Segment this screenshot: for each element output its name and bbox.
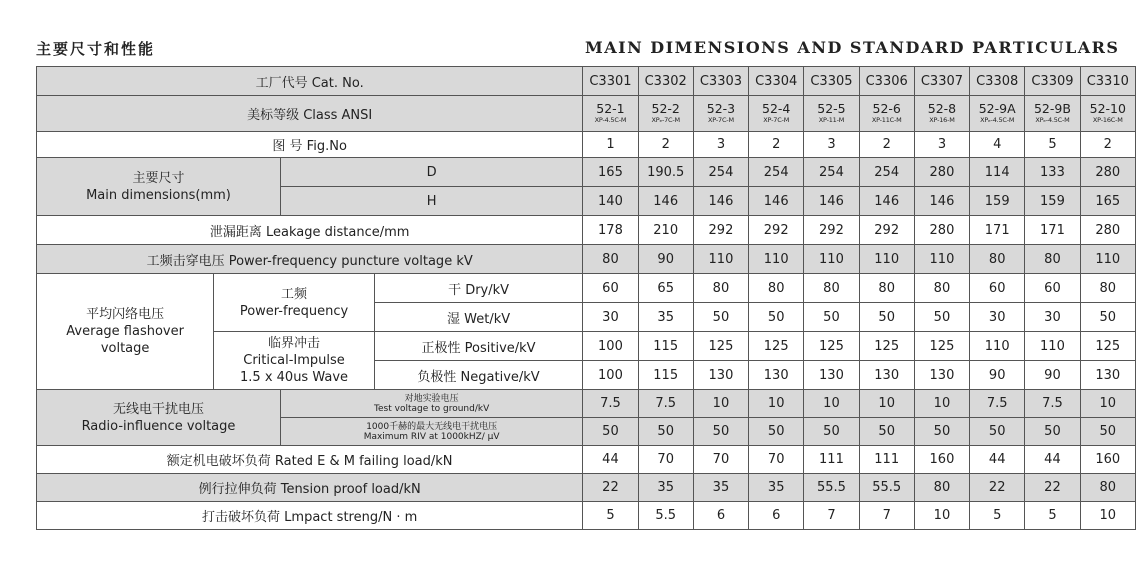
cell-leak-8: 171	[970, 216, 1025, 245]
label-cat-no: 工厂代号 Cat. No.	[37, 67, 583, 96]
cell-d-10: 280	[1080, 158, 1135, 187]
cell-fig-7: 3	[914, 132, 969, 158]
cell-impact-10: 10	[1080, 502, 1135, 530]
cell-fig-8: 4	[970, 132, 1025, 158]
label-h: H	[280, 187, 582, 216]
cell-punc-6: 110	[859, 245, 914, 274]
cell-dry-4: 80	[749, 274, 804, 303]
cell-d-5: 254	[804, 158, 859, 187]
label-average-flashover-en1: Average flashover	[66, 324, 184, 339]
cell-impact-4: 6	[749, 502, 804, 530]
ansi-class-value: 52-9A	[978, 101, 1016, 116]
ansi-class-value: 52-10	[1089, 101, 1126, 116]
cell-impact-2: 5.5	[638, 502, 693, 530]
cell-cat-3: C3303	[693, 67, 748, 96]
cell-impact-7: 10	[914, 502, 969, 530]
cell-wet-7: 50	[914, 303, 969, 332]
cell-rated-5: 111	[804, 446, 859, 474]
cell-wet-1: 30	[583, 303, 638, 332]
cell-impact-9: 5	[1025, 502, 1080, 530]
label-power-frequency-cn: 工频	[281, 286, 308, 302]
cell-riv-5: 50	[804, 418, 859, 446]
label-critical-impulse-en2: 1.5 x 40us Wave	[240, 370, 349, 385]
cell-pos-3: 125	[693, 332, 748, 361]
cell-cat-2: C3302	[638, 67, 693, 96]
title-chinese: 主要尺寸和性能	[36, 40, 156, 58]
cell-punc-9: 80	[1025, 245, 1080, 274]
cell-test-2: 7.5	[638, 390, 693, 418]
cell-dry-3: 80	[693, 274, 748, 303]
row-test-voltage	[37, 390, 1136, 418]
cell-pos-7: 125	[914, 332, 969, 361]
cell-rated-2: 70	[638, 446, 693, 474]
cell-punc-5: 110	[804, 245, 859, 274]
cell-tension-9: 22	[1025, 474, 1080, 502]
cell-tension-6: 55.5	[859, 474, 914, 502]
label-negative: 负极性 Negative/kV	[374, 361, 583, 390]
ansi-class-value: 52-1	[596, 101, 625, 116]
cell-neg-5: 130	[804, 361, 859, 390]
label-critical-impulse	[214, 332, 375, 390]
ansi-class-value: 52-6	[872, 101, 901, 116]
cell-dry-1: 60	[583, 274, 638, 303]
label-class-ansi: 美标等级 Class ANSI	[37, 96, 583, 132]
cell-dry-7: 80	[914, 274, 969, 303]
cell-ansi-8	[970, 96, 1025, 132]
cell-test-8: 7.5	[970, 390, 1025, 418]
ansi-class-value: 52-9B	[1033, 101, 1071, 116]
cell-pos-1: 100	[583, 332, 638, 361]
cell-neg-1: 100	[583, 361, 638, 390]
cell-riv-9: 50	[1025, 418, 1080, 446]
cell-test-6: 10	[859, 390, 914, 418]
cell-neg-10: 130	[1080, 361, 1135, 390]
cell-neg-6: 130	[859, 361, 914, 390]
cell-leak-6: 292	[859, 216, 914, 245]
label-main-dimensions-en: Main dimensions(mm)	[86, 187, 231, 203]
label-positive: 正极性 Positive/kV	[374, 332, 583, 361]
label-power-frequency-en: Power-frequency	[239, 303, 349, 319]
row-impact-strength	[37, 502, 1136, 530]
cell-h-7: 146	[914, 187, 969, 216]
label-d: D	[280, 158, 582, 187]
row-cat-no	[37, 67, 1136, 96]
label-average-flashover-en2: voltage	[100, 341, 150, 356]
cell-fig-6: 2	[859, 132, 914, 158]
cell-cat-8: C3308	[970, 67, 1025, 96]
cell-neg-7: 130	[914, 361, 969, 390]
cell-h-6: 146	[859, 187, 914, 216]
xp-code-value: XP-11-M	[818, 116, 845, 124]
specifications-table	[36, 66, 1136, 530]
cell-cat-1: C3301	[583, 67, 638, 96]
cell-neg-2: 115	[638, 361, 693, 390]
cell-leak-7: 280	[914, 216, 969, 245]
cell-test-5: 10	[804, 390, 859, 418]
label-test-voltage	[280, 390, 582, 418]
label-critical-impulse-cn: 临界冲击	[268, 336, 321, 351]
cell-dry-10: 80	[1080, 274, 1135, 303]
cell-h-3: 146	[693, 187, 748, 216]
cell-cat-6: C3306	[859, 67, 914, 96]
label-main-dimensions	[37, 158, 281, 216]
cell-ansi-3	[693, 96, 748, 132]
cell-d-4: 254	[749, 158, 804, 187]
ansi-class-value: 52-8	[927, 101, 957, 116]
ansi-class-value: 52-3	[706, 101, 736, 116]
xp-code-value: XP-4.5C-M	[594, 116, 627, 124]
ansi-class-value: 52-5	[817, 101, 846, 116]
cell-h-10: 165	[1080, 187, 1135, 216]
row-tension-proof	[37, 474, 1136, 502]
cell-fig-4: 2	[749, 132, 804, 158]
cell-leak-2: 210	[638, 216, 693, 245]
label-dry: 干 Dry/kV	[374, 274, 583, 303]
cell-rated-9: 44	[1025, 446, 1080, 474]
cell-ansi-4	[749, 96, 804, 132]
cell-riv-2: 50	[638, 418, 693, 446]
cell-d-1: 165	[583, 158, 638, 187]
cell-tension-3: 35	[693, 474, 748, 502]
cell-tension-7: 80	[914, 474, 969, 502]
cell-d-9: 133	[1025, 158, 1080, 187]
cell-d-6: 254	[859, 158, 914, 187]
cell-wet-9: 30	[1025, 303, 1080, 332]
cell-pos-8: 110	[970, 332, 1025, 361]
cell-cat-7: C3307	[914, 67, 969, 96]
cell-punc-8: 80	[970, 245, 1025, 274]
cell-rated-7: 160	[914, 446, 969, 474]
cell-ansi-5	[804, 96, 859, 132]
cell-d-3: 254	[693, 158, 748, 187]
cell-punc-4: 110	[749, 245, 804, 274]
cell-h-8: 159	[970, 187, 1025, 216]
cell-fig-5: 3	[804, 132, 859, 158]
cell-pos-6: 125	[859, 332, 914, 361]
cell-ansi-9	[1025, 96, 1080, 132]
label-average-flashover	[37, 274, 214, 390]
cell-neg-4: 130	[749, 361, 804, 390]
cell-wet-10: 50	[1080, 303, 1135, 332]
label-power-frequency	[214, 274, 375, 332]
row-fig-no	[37, 132, 1136, 158]
cell-d-2: 190.5	[638, 158, 693, 187]
xp-code-value: XPₑ-7C-M	[651, 116, 680, 124]
cell-riv-1: 50	[583, 418, 638, 446]
label-test-voltage-en: Test voltage to ground/kV	[374, 403, 490, 414]
row-class-ansi	[37, 96, 1136, 132]
label-max-riv	[280, 418, 582, 446]
cell-punc-7: 110	[914, 245, 969, 274]
cell-h-1: 140	[583, 187, 638, 216]
cell-rated-1: 44	[583, 446, 638, 474]
label-max-riv-en: Maximum RIV at 1000kHZ/ μV	[363, 431, 500, 442]
row-dry	[37, 274, 1136, 303]
cell-test-1: 7.5	[583, 390, 638, 418]
cell-rated-6: 111	[859, 446, 914, 474]
cell-punc-2: 90	[638, 245, 693, 274]
cell-cat-4: C3304	[749, 67, 804, 96]
cell-wet-2: 35	[638, 303, 693, 332]
cell-fig-3: 3	[693, 132, 748, 158]
cell-riv-6: 50	[859, 418, 914, 446]
cell-rated-4: 70	[749, 446, 804, 474]
cell-wet-5: 50	[804, 303, 859, 332]
row-rated-failing-load	[37, 446, 1136, 474]
cell-wet-4: 50	[749, 303, 804, 332]
cell-pos-5: 125	[804, 332, 859, 361]
label-tension-proof: 例行拉伸负荷 Tension proof load/kN	[37, 474, 583, 502]
cell-punc-1: 80	[583, 245, 638, 274]
label-radio-influence	[37, 390, 281, 446]
xp-code-value: XP-16C-M	[1092, 116, 1123, 124]
cell-dry-6: 80	[859, 274, 914, 303]
xp-code-value: XP-7C-M	[763, 116, 790, 124]
cell-impact-8: 5	[970, 502, 1025, 530]
cell-test-10: 10	[1080, 390, 1135, 418]
cell-impact-5: 7	[804, 502, 859, 530]
cell-ansi-1	[583, 96, 638, 132]
cell-h-9: 159	[1025, 187, 1080, 216]
cell-punc-10: 110	[1080, 245, 1135, 274]
label-leakage: 泄漏距离 Leakage distance/mm	[37, 216, 583, 245]
cell-wet-6: 50	[859, 303, 914, 332]
row-puncture	[37, 245, 1136, 274]
cell-d-8: 114	[970, 158, 1025, 187]
xp-code-value: XPₑ-4.5C-M	[1035, 116, 1070, 124]
label-critical-impulse-en1: Critical-Impulse	[243, 353, 345, 368]
cell-test-3: 10	[693, 390, 748, 418]
cell-pos-10: 125	[1080, 332, 1135, 361]
cell-leak-5: 292	[804, 216, 859, 245]
label-wet: 湿 Wet/kV	[374, 303, 583, 332]
cell-fig-9: 5	[1025, 132, 1080, 158]
cell-tension-5: 55.5	[804, 474, 859, 502]
cell-impact-1: 5	[583, 502, 638, 530]
cell-dry-9: 60	[1025, 274, 1080, 303]
cell-cat-5: C3305	[804, 67, 859, 96]
cell-ansi-2	[638, 96, 693, 132]
cell-test-9: 7.5	[1025, 390, 1080, 418]
row-dim-d	[37, 158, 1136, 187]
title-english: MAIN DIMENSIONS AND STANDARD PARTICULARS	[585, 38, 1120, 57]
cell-neg-3: 130	[693, 361, 748, 390]
cell-wet-8: 30	[970, 303, 1025, 332]
xp-code-value: XP-7C-M	[708, 116, 734, 124]
cell-neg-9: 90	[1025, 361, 1080, 390]
cell-fig-1: 1	[583, 132, 638, 158]
cell-pos-2: 115	[638, 332, 693, 361]
label-puncture: 工频击穿电压 Power-frequency puncture voltage kV	[37, 245, 583, 274]
cell-leak-1: 178	[583, 216, 638, 245]
cell-riv-8: 50	[970, 418, 1025, 446]
cell-h-2: 146	[638, 187, 693, 216]
cell-neg-8: 90	[970, 361, 1025, 390]
xp-code-value: XP-11C-M	[871, 116, 902, 124]
cell-dry-2: 65	[638, 274, 693, 303]
cell-wet-3: 50	[693, 303, 748, 332]
xp-code-value: XP-16-M	[929, 116, 955, 124]
cell-cat-9: C3309	[1025, 67, 1080, 96]
cell-rated-10: 160	[1080, 446, 1135, 474]
label-fig-no: 图 号 Fig.No	[37, 132, 583, 158]
row-leakage	[37, 216, 1136, 245]
cell-rated-8: 44	[970, 446, 1025, 474]
cell-dry-5: 80	[804, 274, 859, 303]
cell-ansi-7	[914, 96, 969, 132]
cell-h-4: 146	[749, 187, 804, 216]
cell-cat-10: C3310	[1080, 67, 1135, 96]
cell-riv-3: 50	[693, 418, 748, 446]
cell-riv-7: 50	[914, 418, 969, 446]
label-max-riv-cn: 1000千赫的最大无线电干扰电压	[366, 421, 498, 432]
ansi-class-value: 52-4	[762, 101, 791, 116]
cell-dry-8: 60	[970, 274, 1025, 303]
cell-pos-9: 110	[1025, 332, 1080, 361]
cell-leak-9: 171	[1025, 216, 1080, 245]
cell-pos-4: 125	[749, 332, 804, 361]
cell-riv-10: 50	[1080, 418, 1135, 446]
cell-punc-3: 110	[693, 245, 748, 274]
cell-test-7: 10	[914, 390, 969, 418]
cell-tension-1: 22	[583, 474, 638, 502]
cell-tension-4: 35	[749, 474, 804, 502]
cell-fig-10: 2	[1080, 132, 1135, 158]
cell-riv-4: 50	[749, 418, 804, 446]
cell-leak-3: 292	[693, 216, 748, 245]
label-main-dimensions-cn: 主要尺寸	[132, 170, 185, 186]
ansi-class-value: 52-2	[651, 101, 680, 116]
label-radio-influence-cn: 无线电干扰电压	[112, 401, 204, 417]
label-rated-failing-load: 额定机电破坏负荷 Rated E & M failing load/kN	[37, 446, 583, 474]
cell-tension-10: 80	[1080, 474, 1135, 502]
label-test-voltage-cn: 对地实验电压	[404, 393, 459, 404]
label-impact-strength: 打击破坏负荷 Lmpact streng/N · m	[37, 502, 583, 530]
label-average-flashover-cn: 平均闪络电压	[86, 307, 165, 322]
label-radio-influence-en: Radio-influence voltage	[81, 418, 236, 434]
cell-leak-4: 292	[749, 216, 804, 245]
cell-test-4: 10	[749, 390, 804, 418]
cell-leak-10: 280	[1080, 216, 1135, 245]
cell-rated-3: 70	[693, 446, 748, 474]
cell-h-5: 146	[804, 187, 859, 216]
cell-tension-8: 22	[970, 474, 1025, 502]
cell-ansi-6	[859, 96, 914, 132]
cell-impact-3: 6	[693, 502, 748, 530]
xp-code-value: XPₑ-4.5C-M	[980, 116, 1015, 124]
cell-impact-6: 7	[859, 502, 914, 530]
cell-fig-2: 2	[638, 132, 693, 158]
cell-d-7: 280	[914, 158, 969, 187]
cell-ansi-10	[1080, 96, 1135, 132]
cell-tension-2: 35	[638, 474, 693, 502]
